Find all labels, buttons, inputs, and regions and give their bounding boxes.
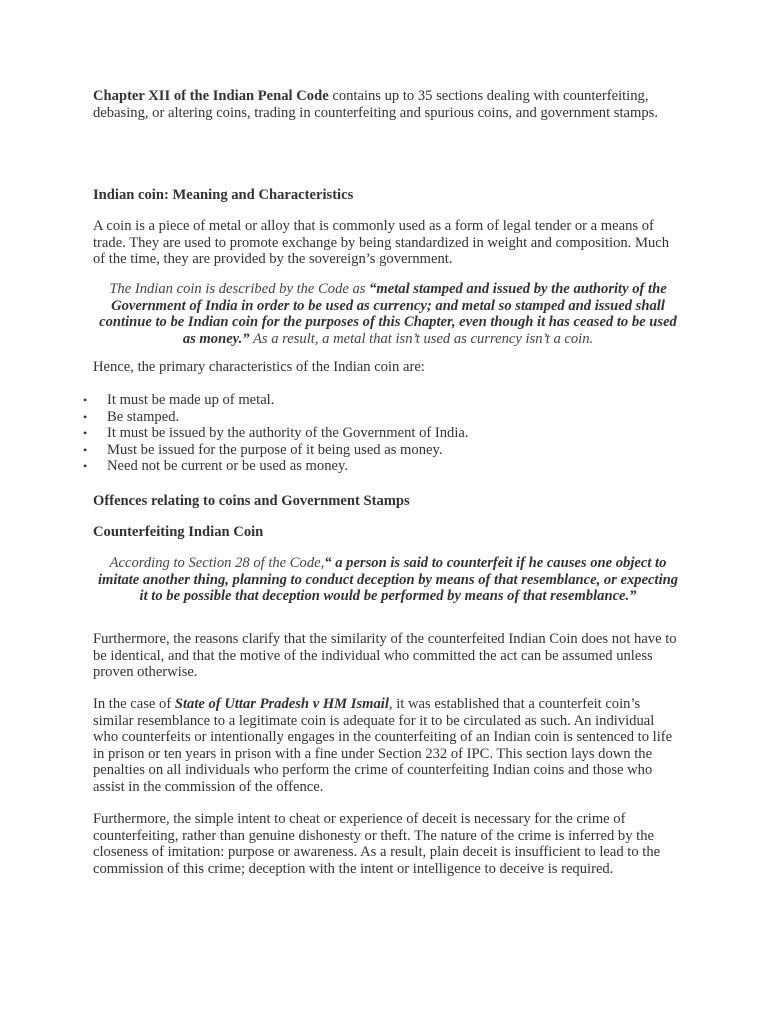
list-item: • Must be issued for the purpose of it being used as money. <box>107 442 707 459</box>
heading-offences: Offences relating to coins and Government Stamps <box>93 493 410 509</box>
heading-meaning: Indian coin: Meaning and Characteristics <box>93 187 354 203</box>
intro-bold: Chapter XII of the Indian Penal Code <box>93 88 329 104</box>
quote-section-28 <box>93 555 683 605</box>
case-lead: In the case of <box>93 696 175 712</box>
heading-counterfeiting: Counterfeiting Indian Coin <box>93 524 264 540</box>
list-item: • It must be made up of metal. <box>107 392 707 409</box>
paragraph-coin-definition: A coin is a piece of metal or alloy that is commonly used as a form of legal tender or a means of trade. They are used to promote exchange by being standardized in weight and composition. Much of the time, they are provided by the sovereign’s government. <box>93 218 670 268</box>
case-name: State of Uttar Pradesh v HM Ismail <box>174 696 389 712</box>
quote-indian-coin <box>93 281 683 347</box>
case-text: , it was established that a counterfeit coin’s similar resemblance to a legitimate coin is adequate for it to be circulated as such. An individual who counterfeits or intentionally engages in the counterfeiting of an Indian coin is sentenced to life in prison or ten years in prison with a fine under Section 232 of IPC. This section lays down the penalties on all individuals who perform the crime of counterfeiting Indian coins and those who assist in the commission of the offence. <box>93 696 673 795</box>
list-item: • It must be issued by the authority of the Government of India. <box>107 425 707 442</box>
list-item: • Be stamped. <box>107 409 707 426</box>
paragraph-similarity: Furthermore, the reasons clarify that the similarity of the counterfeited Indian Coin does not have to be identical, and that the motive of the individual who committed the act can be assumed unless proven otherwise. <box>93 631 677 681</box>
paragraph-characteristics-intro: Hence, the primary characteristics of the Indian coin are: <box>93 359 425 375</box>
paragraph-intent: Furthermore, the simple intent to cheat or experience of deceit is necessary for the crime of counterfeiting, rather than genuine dishonesty or theft. The nature of the crime is inferred by the closeness of imitation: purpose or awareness. As a result, plain deceit is insufficient to lead to the commission of this crime; deception with the intent or intelligence to deceive is required. <box>93 811 661 877</box>
quote-lead: According to Section 28 of the Code, <box>109 555 325 571</box>
list-item: • Need not be current or be used as money. <box>107 458 707 475</box>
intro-text: contains up to 35 sections dealing with counterfeiting, debasing, or altering coins, trading in counterfeiting and spurious coins, and government stamps. <box>93 88 658 121</box>
characteristics-list <box>86 392 707 475</box>
quote-tail: As a result, a metal that isn’t used as currency isn’t a coin. <box>249 330 594 347</box>
paragraph-case <box>93 696 683 796</box>
intro-paragraph <box>93 88 683 121</box>
quote-bold: “metal stamped and issued by the authority of the Government of India in order to be used as currency; and metal so stamped and issued shall continue to be Indian coin for the purposes of this Chapter, even though it has ceased to be used as money.” <box>99 281 677 347</box>
quote-lead: The Indian coin is described by the Code as <box>109 281 370 297</box>
quote-bold: “ a person is said to counterfeit if he causes one object to imitate another thing, planning to conduct deception by means of that resemblance, or expecting it to be possible that deception would be performed by means of that resemblance.” <box>97 555 679 605</box>
